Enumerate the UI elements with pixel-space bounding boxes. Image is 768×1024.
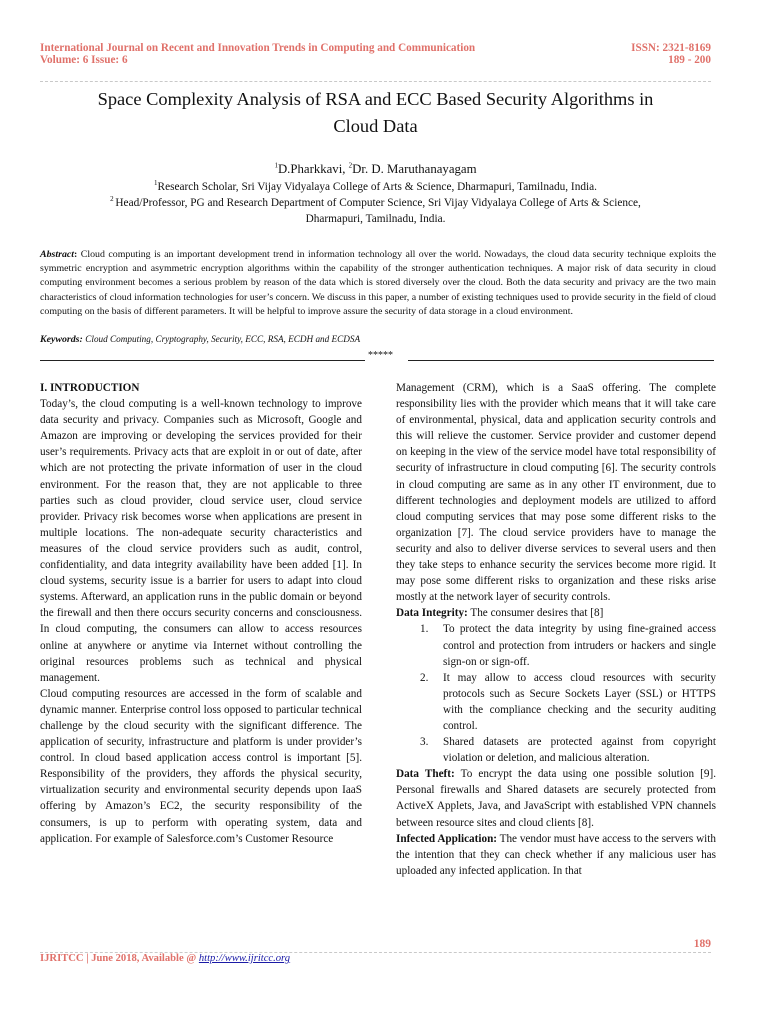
intro-paragraph-1: Today’s, the cloud computing is a well-known technology to improve data security and privacy. Companies such as Microsoft, Google and Amazon are improving or developing the services provided for their user’s requirements. Privacy acts that are exploit in or out of date, after which are not protecting the private information of user in the cloud environment. For the reason that, they are not applicable to three parties such as cloud provider, cloud service user, cloud service provider. Privacy risk becomes worse when applications are present in multiple locations. The non-adequate security characteristics and measures of the cloud service providers such as audit, control, confidentiality, and data integrity availability have been added [1]. In cloud systems, security issue is a barrier for users to adapt into cloud systems. Afterward, an application runs in the public domain or beyond the firewall and then there occurs security concerns and consciousness. In cloud computing, the consumers can allow to access resources online at anywhere or anytime via Internet without controlling the original resources problems such as technical and physical management. bbox=[40, 398, 362, 684]
abstract-label: Abstract bbox=[40, 249, 75, 260]
abstract-colon: : bbox=[74, 249, 81, 260]
list-item bbox=[396, 734, 716, 766]
data-theft-paragraph bbox=[396, 766, 716, 830]
aff2-line-1: Head/Professor, PG and Research Department of Computer Science, Sri Vijay Vidyalaya College of Arts & Science, bbox=[115, 197, 641, 209]
infected-application-paragraph bbox=[396, 831, 716, 879]
affiliation-1 bbox=[40, 179, 711, 195]
data-integrity-text: The consumer desires that [8] bbox=[467, 607, 604, 620]
right-paragraph-1: Management (CRM), which is a SaaS offering. The complete responsibility lies with the provider which means that it will take care of environmental, physical, data and application security controls and this will relieve the customer. Service provider and customer depend on keeping in the view of the service model have total responsibility of security of infrastructure in cloud computing [6]. The security controls in cloud computing are same as in any other IT environment, due to different technologies and deployment models are utilized to afford cloud computing services that may pose some different risks to the organization [7]. The cloud service providers have to manage the security and also to deliver diverse services to several users and then they take steps to enhance security the services become more rigid. It may pose some different risks to organization and these risks arise mostly at the network layer of security controls. bbox=[396, 382, 716, 604]
keywords bbox=[40, 334, 360, 345]
list-item-text: To protect the data integrity by using fine-grained access control and protection from intruders or hackers and single sign-on or sign-off. bbox=[443, 623, 716, 668]
separator-left bbox=[40, 360, 365, 361]
list-item bbox=[396, 670, 716, 734]
author-1: D.Pharkkavi, bbox=[277, 162, 349, 176]
title-line-1: Space Complexity Analysis of RSA and ECC Based Security Algorithms in bbox=[97, 89, 654, 109]
footer bbox=[40, 953, 290, 964]
infected-application-text: The vendor must have access to the servers with the intention that they can check whether if any malicious user has uploaded any infected application. In that bbox=[396, 832, 716, 877]
journal-url-link[interactable]: http://www.ijritcc.org bbox=[198, 953, 291, 964]
left-column bbox=[40, 380, 362, 847]
footer-text: IJRITCC | June 2018, Available @ bbox=[40, 953, 199, 964]
data-theft-label: Data Theft: bbox=[396, 768, 455, 781]
author-2: Dr. D. Maruthanayagam bbox=[352, 162, 477, 176]
journal-name: International Journal on Recent and Innovation Trends in Computing and Communication bbox=[40, 42, 476, 54]
keywords-label: Keywords: bbox=[40, 334, 83, 345]
author-list bbox=[40, 162, 711, 177]
integrity-list bbox=[396, 621, 716, 766]
list-item-number: 3. bbox=[420, 736, 429, 749]
list-item bbox=[396, 621, 716, 669]
journal-volume: Volume: 6 Issue: 6 bbox=[40, 54, 128, 66]
aff1-text: Research Scholar, Sri Vijay Vidyalaya College of Arts & Science, Dharmapuri, Tamilnadu, India. bbox=[157, 181, 597, 193]
aff2-line-2: Dharmapuri, Tamilnadu, India. bbox=[305, 213, 446, 225]
data-integrity-label: Data Integrity: bbox=[396, 607, 468, 620]
list-item-text: It may allow to access cloud resources with security protocols such as Secure Sockets Layer (SSL) or HTTPS with the compliance checking and the security auditing control. bbox=[443, 671, 716, 732]
right-column bbox=[396, 380, 716, 879]
header-divider bbox=[40, 81, 711, 82]
data-theft-text: To encrypt the data using one possible solution [9]. Personal firewalls and Shared datasets are securely protected from ActiveX Applets, Java, and JavaScript with established VPN channels between resource sites and cloud clients [8]. bbox=[396, 768, 716, 829]
keywords-text: Cloud Computing, Cryptography, Security, ECC, RSA, ECDH and ECDSA bbox=[85, 334, 361, 344]
issn-header bbox=[631, 42, 711, 66]
data-integrity-paragraph bbox=[396, 605, 716, 621]
page-range: 189 - 200 bbox=[668, 54, 711, 66]
separator-stars: ***** bbox=[368, 350, 393, 361]
author2-sup: 2 bbox=[348, 161, 353, 170]
author1-sup: 1 bbox=[274, 161, 278, 170]
aff2-sup: 2 bbox=[110, 195, 116, 204]
list-item-number: 1. bbox=[420, 623, 429, 636]
separator-right bbox=[408, 360, 714, 361]
journal-header bbox=[40, 42, 475, 66]
title-line-2: Cloud Data bbox=[333, 116, 418, 136]
infected-application-label: Infected Application: bbox=[396, 832, 498, 845]
issn: ISSN: 2321-8169 bbox=[631, 42, 711, 54]
page-number: 189 bbox=[693, 938, 711, 950]
aff1-sup: 1 bbox=[154, 179, 158, 188]
section-heading-introduction: I. INTRODUCTION bbox=[40, 382, 140, 394]
abstract bbox=[40, 248, 716, 319]
list-item-text: Shared datasets are protected against from copyright violation or deletion, and malicious alteration. bbox=[443, 736, 716, 765]
abstract-text: Cloud computing is an important development trend in information technology all over the world. Nowadays, the cloud data security technique exploits the symmetric encryption and asymmetric encryption algorithms within the capability of the stronger authentication techniques. A major risk of data security in cloud computing environment becomes a serious problem by reason of the data which is stored diversely over the cloud. Both the data security and privacy are the two main characteristics of cloud information technologies for user’s concern. We discuss in this paper, a number of existing techniques used to provide security in the field of cloud computing on the basis of different parameters. It will be helpful to improve assure the security of data storage in a cloud environment. bbox=[40, 249, 716, 317]
list-item-number: 2. bbox=[420, 671, 429, 684]
affiliation-2 bbox=[40, 195, 711, 227]
intro-paragraph-2: Cloud computing resources are accessed in the form of scalable and dynamic manner. Enterprise control loss opposed to particular technical challenge by the cloud security with the significant difference. The application of security, infrastructure and platform is under provider’s control. In cloud based application access control is important [5]. Responsibility of the providers, they affords the physical security, virtualization security and environmental security depends upon IaaS offering by Amazon’s EC2, the security responsibility of the consumers, is up to perform with operating system, data and application. For example of Salesforce.com’s Customer Resource bbox=[40, 687, 362, 845]
paper-title bbox=[40, 86, 711, 140]
